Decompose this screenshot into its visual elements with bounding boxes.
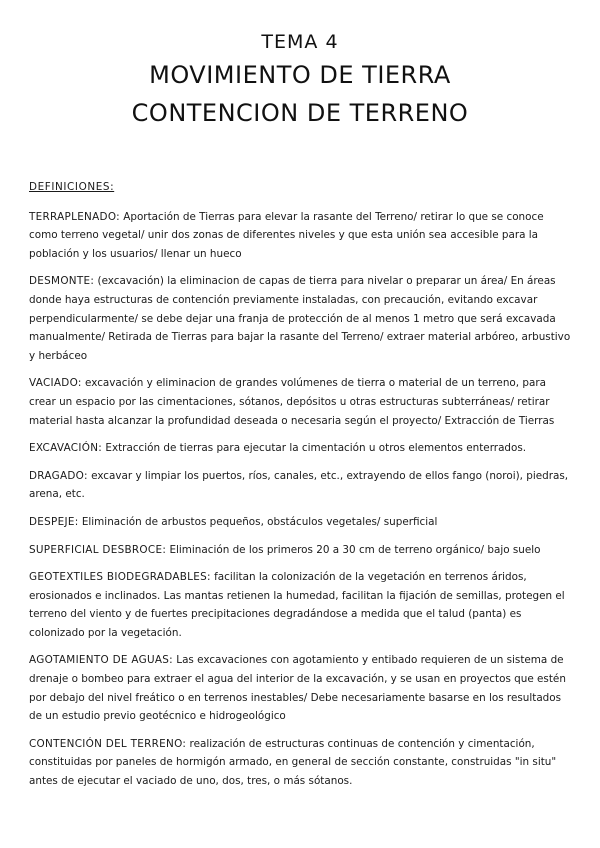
definition-term: VACIADO:	[29, 377, 82, 390]
definition-desmonte	[29, 272, 575, 365]
definition-text: Eliminación de arbustos pequeños, obstáculos vegetales/ superficial	[81, 515, 438, 528]
definition-excavacion	[29, 439, 575, 458]
definition-agotamiento-aguas	[29, 651, 575, 725]
definition-text: Aportación de Tierras para elevar la rasante del Terreno/ retirar lo que se conoce como terreno vegetal/ unir dos zonas de diferentes niveles y que esta unión sea accesible para la población y los usuarios/ llenar un hueco	[29, 210, 544, 260]
definition-term: GEOTEXTILES BIODEGRADABLES:	[29, 571, 211, 584]
page-title: MOVIMIENTO DE TIERRA	[149, 61, 451, 89]
definition-text: excavar y limpiar los puertos, ríos, canales, etc., extrayendo de ellos fango (noroi), piedras, arena, etc.	[29, 469, 569, 501]
definition-term: EXCAVACIÓN:	[29, 442, 103, 455]
definition-text: Las excavaciones con agotamiento y entibado requieren de un sistema de drenaje o bombeo para extraer el agua del interior de la excavación, y se usan en proyectos que estén por debajo del nivel freático o en terrenos inestables/ Debe necesariamente basarse en los resultados de un estudio previo geotécnico e hidrogeológico	[29, 654, 566, 723]
definition-text: (excavación) la eliminacion de capas de tierra para nivelar o preparar un área/ En áreas donde haya estructuras de contención previamente instaladas, con precaución, evitando excavar perpendicularmente/ se debe dejar una franja de protección de al menos 1 metro que será excavada manualmente/ Retirada de Tierras para bajar la rasante del Terreno/ extraer material arbóreo, arbustivo y herbáceo	[29, 275, 571, 362]
definition-text: excavación y eliminacion de grandes volúmenes de tierra o material de un terreno, para crear un espacio por las cimentaciones, sótanos, depósitos u otras estructuras subterráneas/ retirar material hasta alcanzar la profundidad deseada o necesaria según el proyecto/ Extracción de Tierras	[29, 377, 555, 427]
definitions-heading: DEFINICIONES:	[29, 181, 115, 193]
definition-vaciado	[29, 374, 575, 430]
definition-geotextiles	[29, 568, 575, 642]
definition-term: DESPEJE:	[29, 515, 79, 528]
page-subtitle: CONTENCION DE TERRENO	[131, 99, 469, 127]
definition-text: realización de estructuras continuas de contención y cimentación, constituidas por paneles de hormigón armado, en general de sección constante, construidas "in situ" antes de ejecutar el vaciado de uno, dos, tres, o más sótanos.	[29, 737, 557, 788]
definition-term: CONTENCIÓN DEL TERRENO:	[29, 737, 187, 750]
definition-term: AGOTAMIENTO DE AGUAS:	[29, 654, 173, 667]
definition-text: Eliminación de los primeros 20 a 30 cm de terreno orgánico/ bajo suelo	[169, 543, 541, 556]
definition-term: DRAGADO:	[29, 469, 88, 482]
document-header	[0, 28, 600, 132]
definition-text: Extracción de tierras para ejecutar la cimentación u otros elementos enterrados.	[105, 442, 527, 455]
definition-term: DESMONTE:	[29, 275, 95, 288]
topic-number: TEMA 4	[261, 31, 339, 53]
definition-superficial-desbroce	[29, 541, 575, 560]
definition-text: facilitan la colonización de la vegetación en terrenos áridos, erosionados e inclinados. Las mantas retienen la humedad, facilitan la fijación de semillas, protegen el terreno del viento y de fuertes precipitaciones degradándose a medida que el talud (panta) es colonizado por la vegetación.	[29, 571, 565, 639]
definition-despeje	[29, 513, 575, 532]
definition-dragado	[29, 467, 575, 504]
definition-terraplenado	[29, 208, 575, 264]
definition-term: SUPERFICIAL DESBROCE:	[29, 543, 167, 556]
definition-term: TERRAPLENADO:	[29, 210, 120, 223]
definition-contencion-terreno	[29, 735, 575, 791]
document-body	[29, 178, 575, 800]
